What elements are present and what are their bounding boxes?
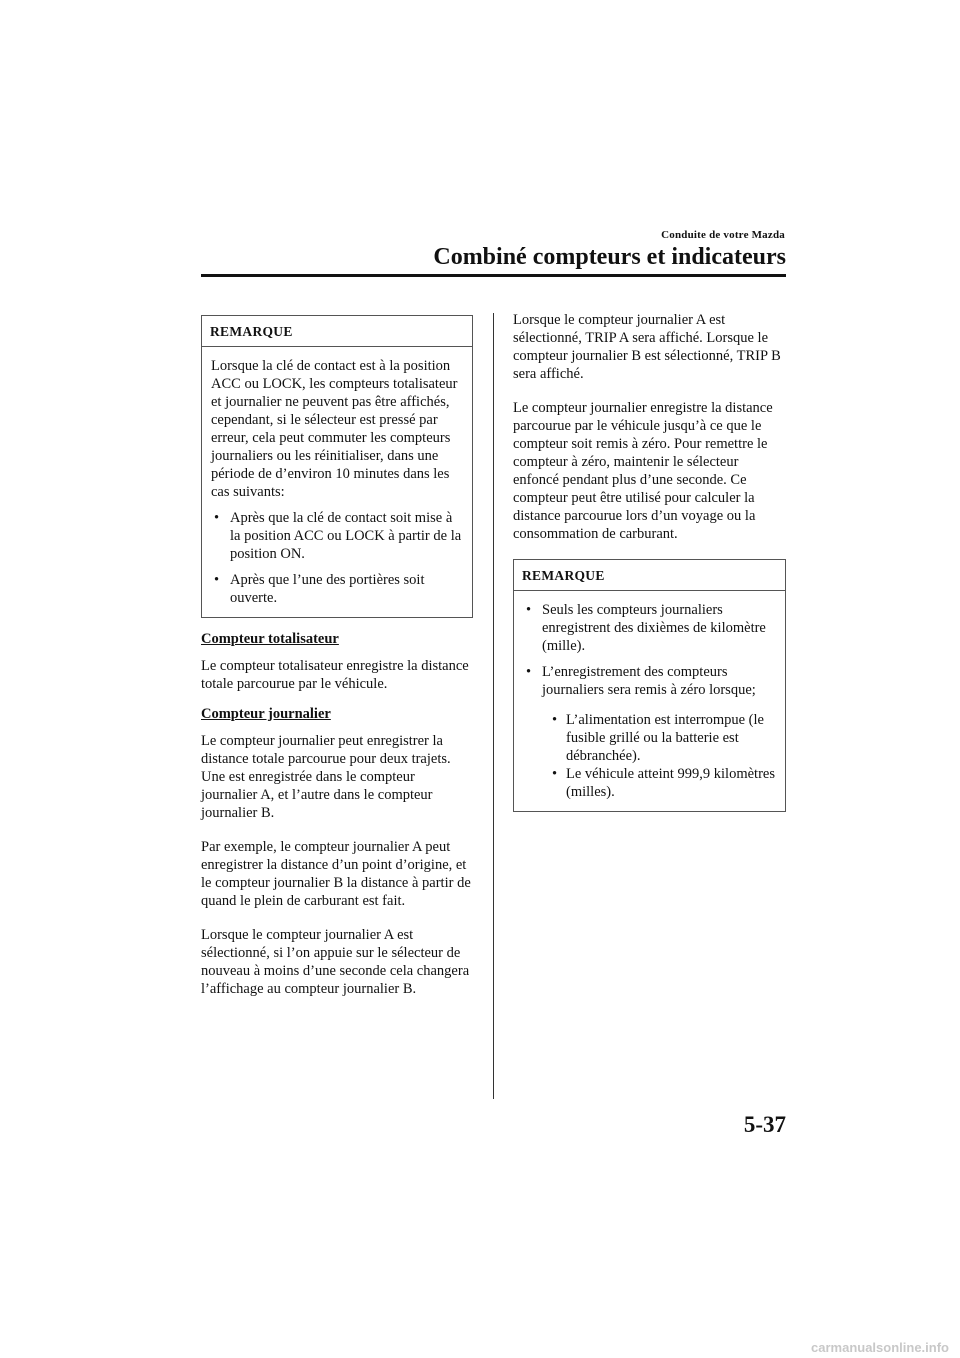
note-box-right <box>513 559 786 812</box>
section-label: Conduite de votre Mazda <box>661 229 785 241</box>
sub-bullet-icon: • <box>552 766 558 782</box>
sub-bullet <box>542 711 776 765</box>
note-heading: REMARQUE <box>202 316 472 347</box>
note-text: Lorsque la clé de contact est à la position ACC ou LOCK, les compteurs totalisateur et journalier ne peuvent pas être affichés, cependant, si le sélecteur est pressé par erreur, cela peut commuter les compteurs journaliers ou les réinitialiser, dans une période de d’environ 10 minutes dans les cas suivants: <box>211 358 458 500</box>
page-title: Combiné compteurs et indicateurs <box>433 244 786 270</box>
bullet-text: Après que l’une des portières soit ouverte. <box>230 572 425 606</box>
note-heading: REMARQUE <box>514 560 785 591</box>
left-column <box>201 315 473 1014</box>
bullet-text: L’enregistrement des compteurs journaliers sera remis à zéro lorsque; <box>542 664 756 698</box>
odometer-text: Le compteur totalisateur enregistre la distance totale parcourue par le véhicule. <box>201 658 469 692</box>
sub-bullet-text: Le véhicule atteint 999,9 kilomètres (milles). <box>566 766 775 800</box>
bullet-text: Après que la clé de contact soit mise à la position ACC ou LOCK à partir de la position ON. <box>230 510 462 562</box>
note-body <box>514 591 785 811</box>
note-bullet <box>523 601 776 655</box>
sub-bullet-icon: • <box>552 712 558 728</box>
trip-paragraph: Par exemple, le compteur journalier A peut enregistrer la distance d’un point d’origine, et le compteur journalier B la distance à partir de quand le plein de carburant est fait. <box>201 839 471 909</box>
page-number: 5-37 <box>743 1112 786 1137</box>
trip-paragraph: Lorsque le compteur journalier A est sélectionné, si l’on appuie sur le sélecteur de nouveau à moins d’une seconde cela changera l’affichage au compteur journalier B. <box>201 927 470 997</box>
trip-heading: Compteur journalier <box>201 706 331 722</box>
odometer-heading: Compteur totalisateur <box>201 631 339 647</box>
watermark: carmanualsonline.info <box>811 1340 949 1355</box>
sub-bullet-list <box>542 711 776 801</box>
right-paragraph: Le compteur journalier enregistre la distance parcourue par le véhicule jusqu’à ce que le compteur soit remis à zéro. Pour remettre le compteur à zéro, maintenir le sélecteur enfoncé pendant plus d’une seconde. Ce compteur peut être utilisé pour calculer la distance parcourue lors d’un voyage ou la consommation de carburant. <box>513 400 773 542</box>
bullet-icon: • <box>214 510 220 526</box>
bullet-text: Seuls les compteurs journaliers enregistrent des dixièmes de kilomètre (mille). <box>542 602 766 654</box>
note-bullet <box>211 571 463 607</box>
sub-bullet <box>542 765 776 801</box>
column-divider <box>493 313 494 1099</box>
note-body <box>202 347 472 617</box>
bullet-icon: • <box>214 572 220 588</box>
note-box-left <box>201 315 473 618</box>
right-column <box>513 301 786 812</box>
bullet-icon: • <box>526 602 532 618</box>
note-bullet <box>523 663 776 801</box>
sub-bullet-text: L’alimentation est interrompue (le fusible grillé ou la batterie est débranchée). <box>566 712 764 764</box>
header-rule <box>201 274 786 277</box>
note-bullet <box>211 509 463 563</box>
bullet-icon: • <box>526 664 532 680</box>
trip-paragraph: Le compteur journalier peut enregistrer la distance totale parcourue pour deux trajets. Une est enregistrée dans le compteur journalier A, et l’autre dans le compteur journalier B. <box>201 733 451 821</box>
right-paragraph: Lorsque le compteur journalier A est sélectionné, TRIP A sera affiché. Lorsque le compteur journalier B est sélectionné, TRIP B sera affiché. <box>513 312 781 382</box>
